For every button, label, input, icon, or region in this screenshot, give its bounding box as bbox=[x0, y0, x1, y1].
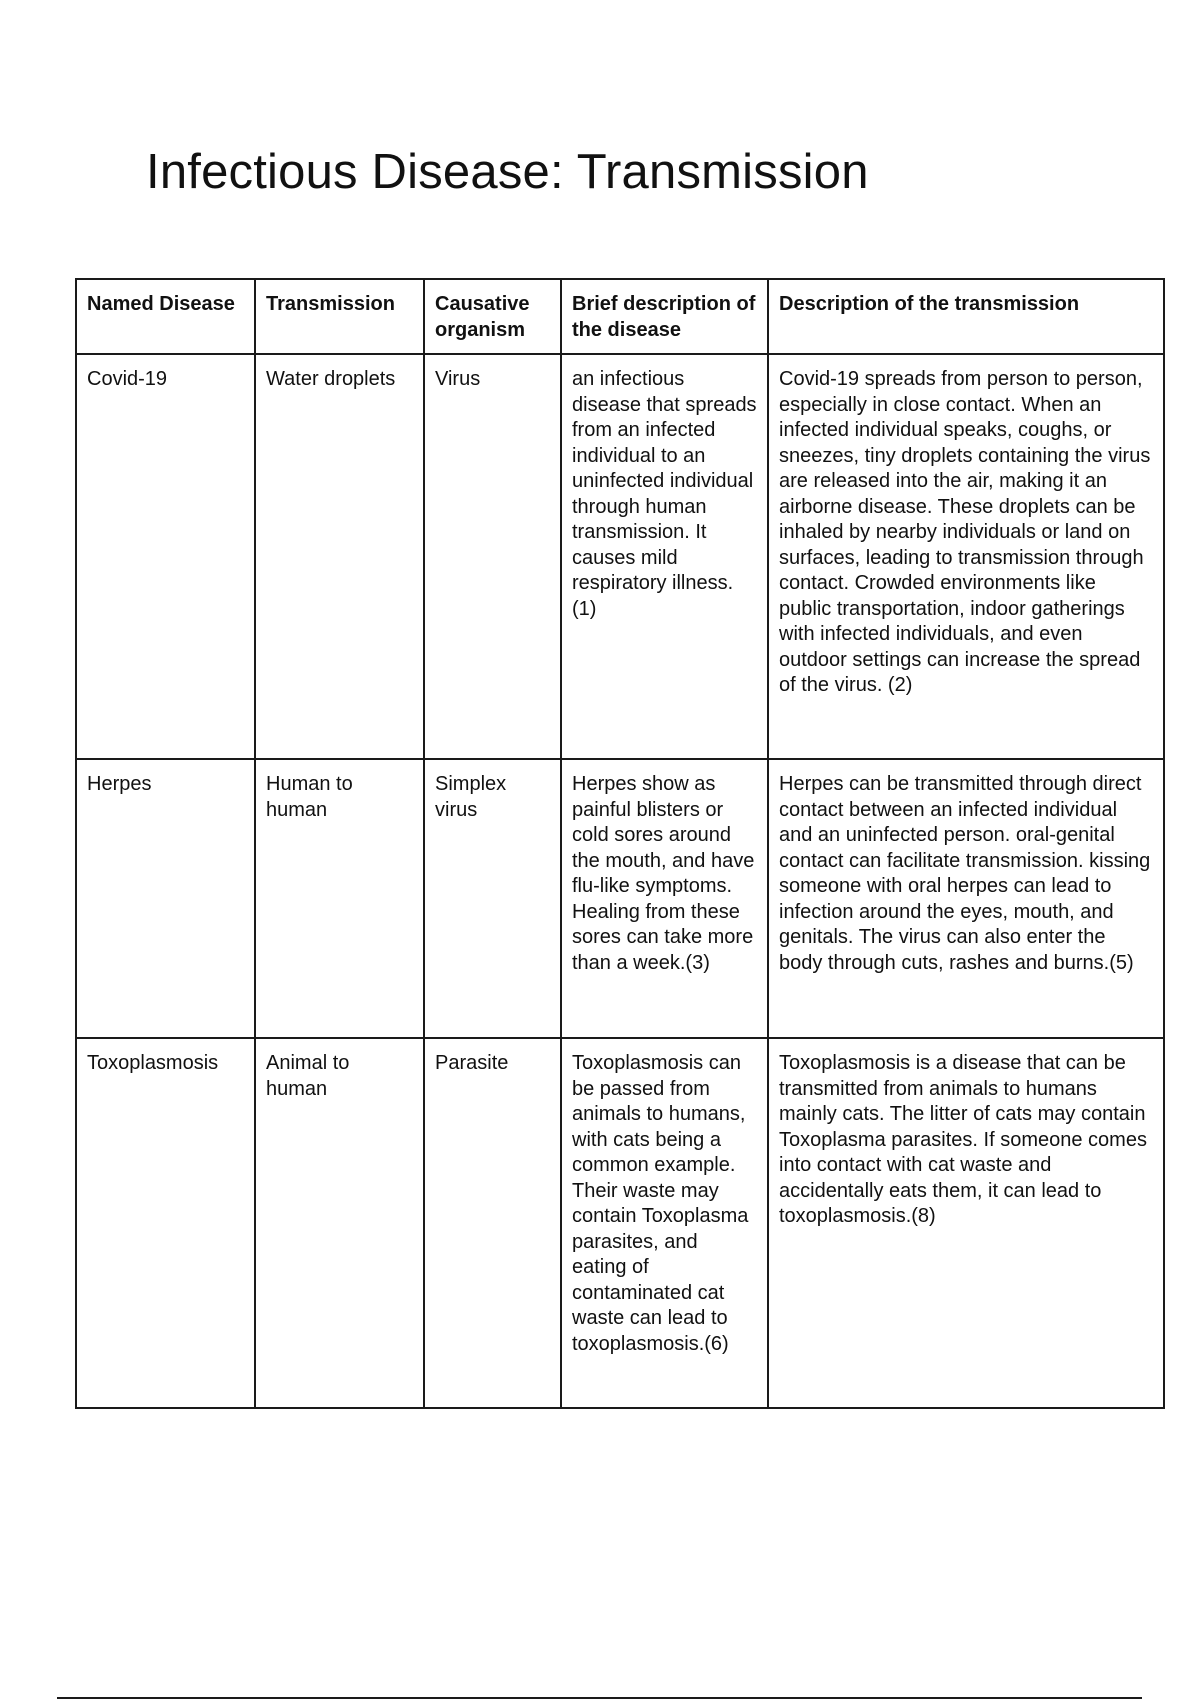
page-title: Infectious Disease: Transmission bbox=[146, 145, 869, 199]
cell-transmission: Water droplets bbox=[255, 354, 424, 759]
cell-disease: Covid-19 bbox=[76, 354, 255, 759]
header-named-disease: Named Disease bbox=[76, 279, 255, 354]
cell-organism: Virus bbox=[424, 354, 561, 759]
cell-transmission-description: Herpes can be transmitted through direct contact between an infected individual and an uninfected person. oral-genital contact can facilitate transmission. kissing someone with oral herpes can lead to infection around the eyes, mouth, and genitals. The virus can also enter the body through cuts, rashes and burns.(5) bbox=[768, 759, 1164, 1038]
cell-disease: Herpes bbox=[76, 759, 255, 1038]
page-bottom-divider bbox=[57, 1697, 1142, 1699]
cell-transmission-description: Covid-19 spreads from person to person, especially in close contact. When an infected individual speaks, coughs, or sneezes, tiny droplets containing the virus are released into the air, making it an airborne disease. These droplets can be inhaled by nearby individuals or land on surfaces, leading to transmission through contact. Crowded environments like public transportation, indoor gatherings with infected individuals, and even outdoor settings can increase the spread of the virus. (2) bbox=[768, 354, 1164, 759]
cell-brief-description: Herpes show as painful blisters or cold sores around the mouth, and have flu-like symptoms. Healing from these sores can take more than a week.(3) bbox=[561, 759, 768, 1038]
disease-transmission-table bbox=[75, 278, 1165, 1409]
cell-transmission: Animal to human bbox=[255, 1038, 424, 1408]
cell-transmission-description: Toxoplasmosis is a disease that can be transmitted from animals to humans mainly cats. The litter of cats may contain Toxoplasma parasites. If someone comes into contact with cat waste and accidentally eats them, it can lead to toxoplasmosis.(8) bbox=[768, 1038, 1164, 1408]
table-row bbox=[76, 759, 1164, 1038]
table-row bbox=[76, 354, 1164, 759]
cell-disease: Toxoplasmosis bbox=[76, 1038, 255, 1408]
cell-brief-description: an infectious disease that spreads from an infected individual to an uninfected individual through human transmission. It causes mild respiratory illness.(1) bbox=[561, 354, 768, 759]
cell-organism: Parasite bbox=[424, 1038, 561, 1408]
header-causative-organism: Causative organism bbox=[424, 279, 561, 354]
cell-organism: Simplex virus bbox=[424, 759, 561, 1038]
cell-transmission: Human to human bbox=[255, 759, 424, 1038]
table-header-row bbox=[76, 279, 1164, 354]
header-transmission: Transmission bbox=[255, 279, 424, 354]
table-row bbox=[76, 1038, 1164, 1408]
cell-brief-description: Toxoplasmosis can be passed from animals to humans, with cats being a common example. Their waste may contain Toxoplasma parasites, and eating of contaminated cat waste can lead to toxoplasmosis.(6) bbox=[561, 1038, 768, 1408]
header-brief-description: Brief description of the disease bbox=[561, 279, 768, 354]
header-transmission-description: Description of the transmission bbox=[768, 279, 1164, 354]
